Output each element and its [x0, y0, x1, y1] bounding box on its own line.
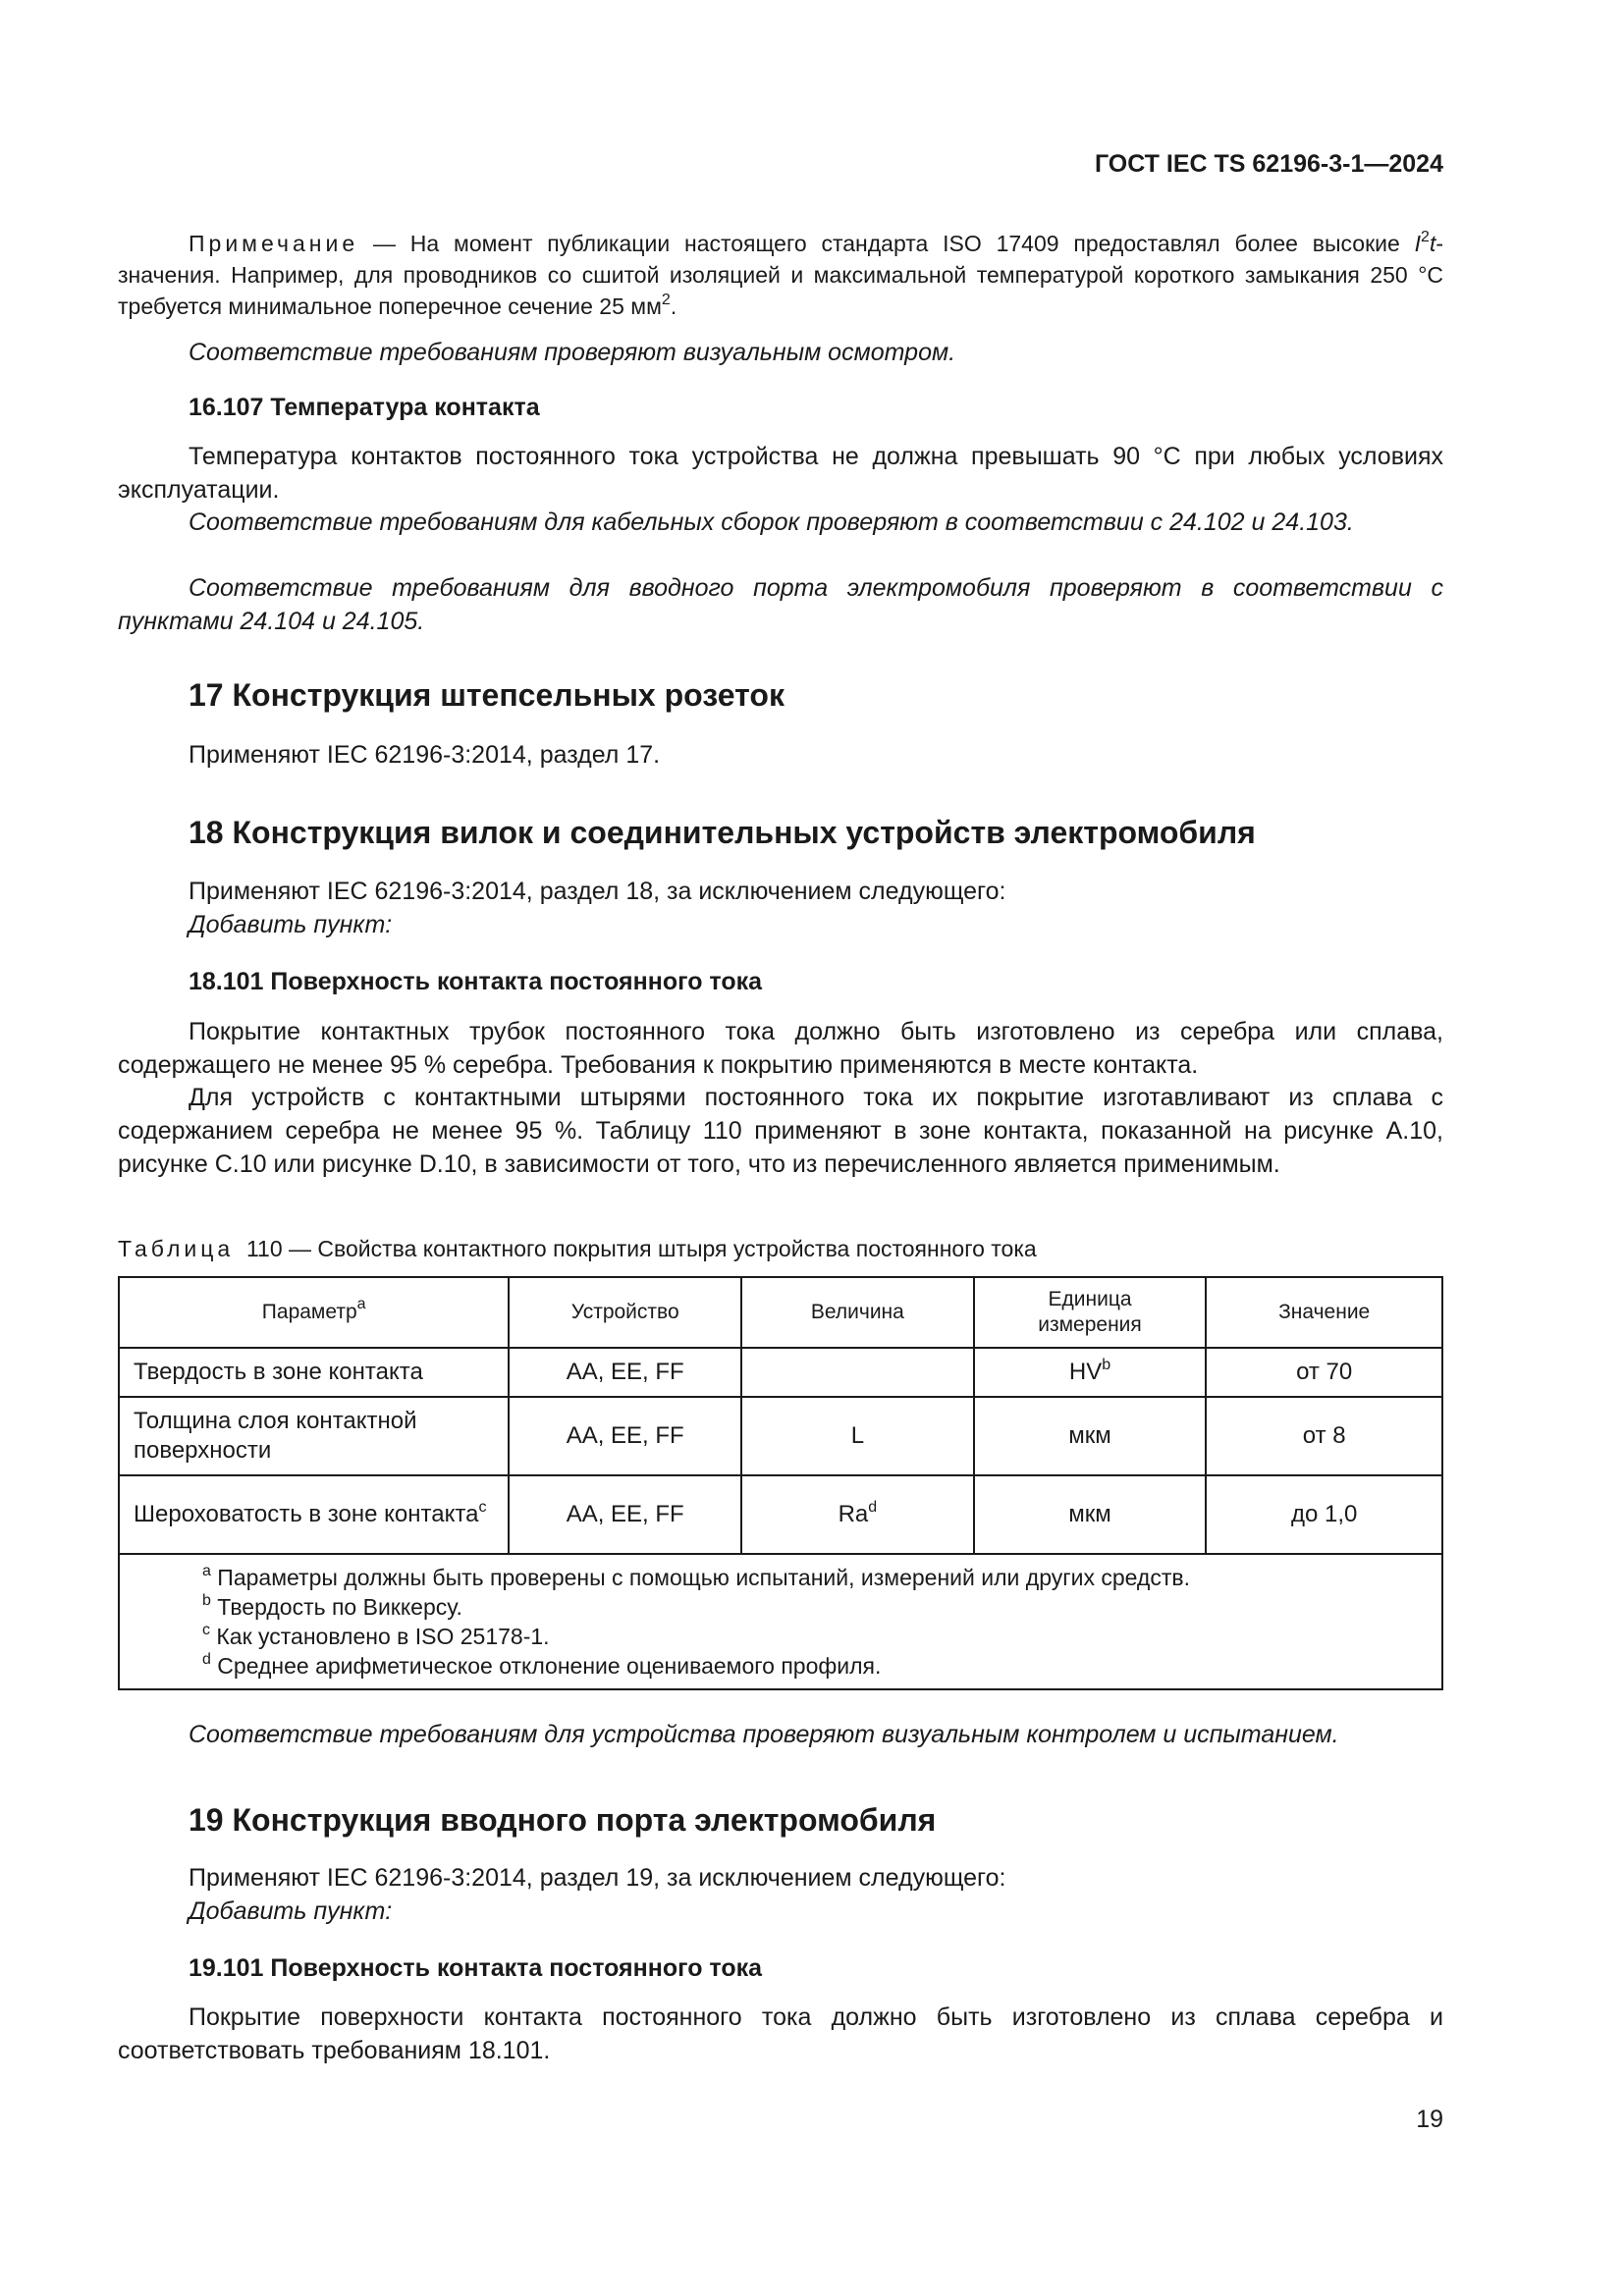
table-caption-label: Таблица: [118, 1236, 235, 1261]
table-footnotes: [119, 1554, 1442, 1689]
section-19-text: Применяют IEC 62196-3:2014, раздел 19, за исключением следующего:: [189, 1864, 1006, 1892]
table-header-row: [119, 1277, 1442, 1348]
cell-quantity: L: [741, 1397, 974, 1475]
section-16-107-compliance-1: Соответствие требованиям для кабельных сборок проверяют в соответствии с 24.102 и 24.103.: [189, 508, 1354, 536]
footnote: $^d$ Среднее арифметическое отклонение оцениваемого профиля.: [202, 1651, 882, 1679]
compliance-device: Соответствие требованиям для устройства проверяют визуальным контролем и испытанием.: [189, 1721, 1339, 1748]
note-paragraph: [118, 228, 1443, 322]
table-row: [119, 1475, 1442, 1554]
note-sup-mm: 2: [661, 292, 671, 308]
section-19-add-item: Добавить пункт:: [189, 1897, 393, 1925]
footnote: $^c$ Как установлено в ISO 25178-1.: [202, 1622, 550, 1649]
page-number: 19: [1416, 2106, 1443, 2133]
table-row: [119, 1348, 1442, 1397]
section-16-107-title: 16.107 Температура контакта: [189, 394, 540, 421]
section-19-101-title: 19.101 Поверхность контакта постоянного тока: [189, 1954, 763, 1982]
header-unit: Единица измерения: [974, 1277, 1207, 1348]
note-text-3: .: [670, 294, 677, 319]
note-label: Примечание: [189, 231, 359, 256]
cell-device: AA, EE, FF: [509, 1348, 741, 1397]
section-18-text: Применяют IEC 62196-3:2014, раздел 18, за исключением следующего:: [189, 878, 1006, 905]
document-header: ГОСТ IEC TS 62196-3-1—2024: [1094, 150, 1443, 178]
footnote: $^a$ Параметры должны быть проверены с помощью испытаний, измерений или других средств.: [202, 1563, 1190, 1590]
cell-unit: мкм: [974, 1397, 1207, 1475]
cell-value: от 70: [1206, 1348, 1442, 1397]
header-quantity: Величина: [741, 1277, 974, 1348]
footnote: $^b$ Твердость по Виккерсу.: [202, 1592, 462, 1620]
note-text-1: — На момент публикации настоящего стандарта ISO 17409 предоставлял более высокие: [358, 231, 1415, 256]
note-symbol-i: I: [1414, 231, 1422, 256]
table-caption-text: 110 — Свойства контактного покрытия штыря устройства постоянного тока: [245, 1236, 1037, 1261]
cell-device: AA, EE, FF: [509, 1475, 741, 1554]
cell-quantity: [741, 1348, 974, 1397]
compliance-visual: Соответствие требованиям проверяют визуальным осмотром.: [189, 339, 956, 366]
cell-param: Твердость в зоне контакта: [119, 1348, 509, 1397]
header-param: Параметр$^a$: [119, 1277, 509, 1348]
cell-device: AA, EE, FF: [509, 1397, 741, 1475]
header-device: Устройство: [509, 1277, 741, 1348]
section-19-101-text: Покрытие поверхности контакта постоянного тока должно быть изготовлено из сплава серебра и соответствовать требованиям 18.101.: [118, 2003, 1443, 2064]
cell-unit: $HV^b$: [974, 1348, 1207, 1397]
section-17-text: Применяют IEC 62196-3:2014, раздел 17.: [189, 741, 661, 769]
cell-value: от 8: [1206, 1397, 1442, 1475]
section-18-add-item: Добавить пункт:: [189, 911, 393, 938]
cell-param: Толщина слоя контактной поверхности: [119, 1397, 509, 1475]
section-19-title: 19 Конструкция вводного порта электромобиля: [189, 1802, 937, 1838]
table-row: [119, 1397, 1442, 1475]
table-footnotes-row: [119, 1554, 1442, 1689]
cell-value: до 1,0: [1206, 1475, 1442, 1554]
section-16-107-compliance-2: Соответствие требованиям для вводного порта электромобиля проверяют в соответствии с пунктами 24.104 и 24.105.: [118, 574, 1443, 635]
note-sup-2: 2: [1421, 229, 1430, 245]
section-18-101-text-1: Покрытие контактных трубок постоянного тока должно быть изготовлено из серебра или сплава, содержащего не менее 95 % серебра. Требования к покрытию применяются в месте контакта.: [118, 1018, 1443, 1079]
section-16-107-text: Температура контактов постоянного тока устройства не должна превышать 90 °C при любых условиях эксплуатации.: [118, 443, 1443, 504]
cell-param: Шероховатость в зоне контакта$^c$: [119, 1475, 509, 1554]
cell-unit: мкм: [974, 1475, 1207, 1554]
section-17-title: 17 Конструкция штепсельных розеток: [189, 677, 785, 713]
cell-quantity: Ra$^d$: [741, 1475, 974, 1554]
section-18-101-text-2: Для устройств с контактными штырями постоянного тока их покрытие изготавливают из сплава с содержанием серебра не менее 95 %. Таблицу 110 применяют в зоне контакта, показанной на рисунке А.10, рисунке С.10 или рисунке D.10, в зависимости от того, что из перечисленного является применимым.: [118, 1084, 1443, 1178]
properties-table: [118, 1276, 1443, 1690]
header-value: Значение: [1206, 1277, 1442, 1348]
section-18-101-title: 18.101 Поверхность контакта постоянного тока: [189, 968, 763, 995]
section-18-title: 18 Конструкция вилок и соединительных устройств электромобиля: [189, 815, 1256, 850]
table-caption: [118, 1232, 1443, 1265]
note-symbol-t: t: [1429, 231, 1436, 256]
note-text-2: -значения. Например, для проводников со сшитой изоляцией и максимальной температурой короткого замыкания 250 °C требуется минимальное поперечное сечение 25 мм: [118, 231, 1443, 319]
